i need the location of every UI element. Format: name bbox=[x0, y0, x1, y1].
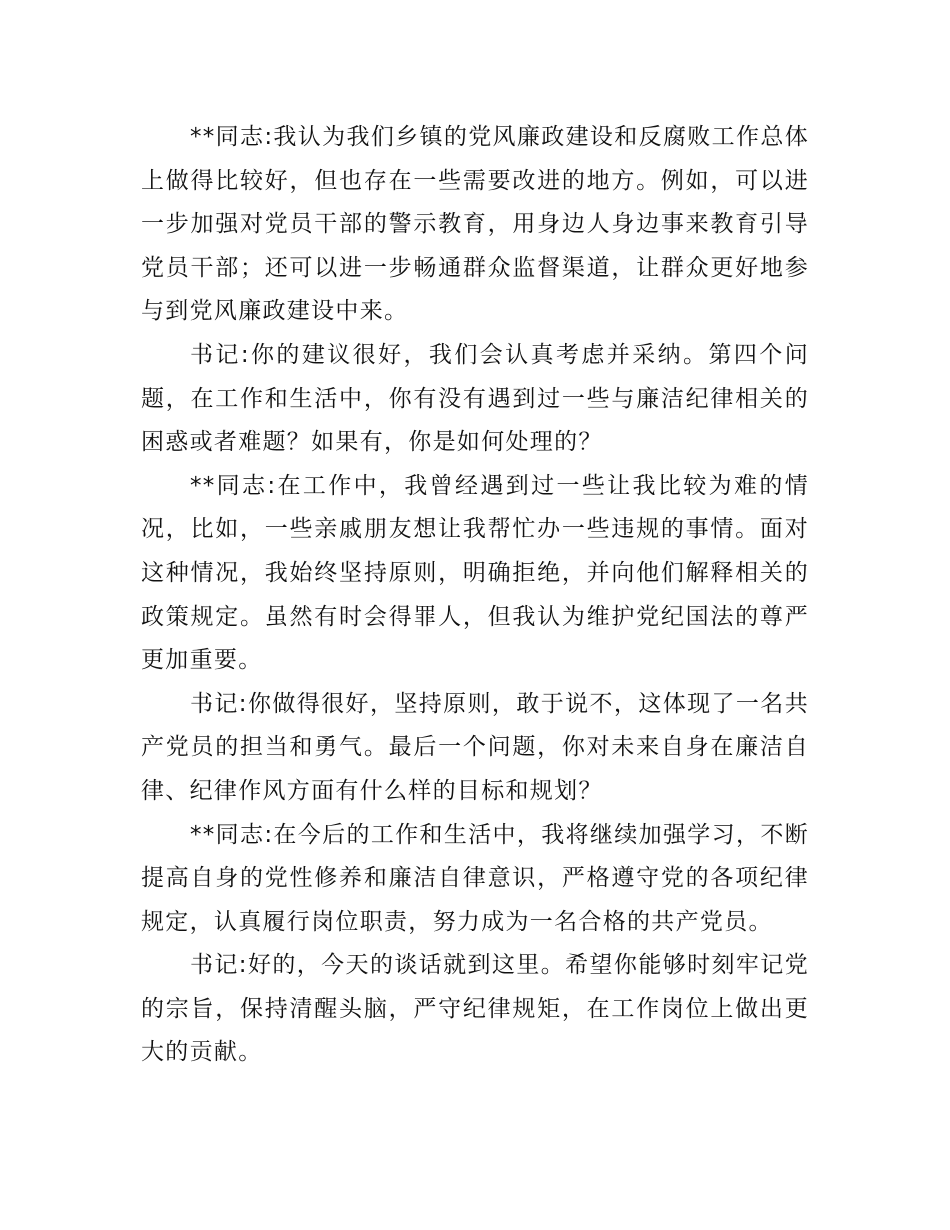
paragraph-secretary-question-5 bbox=[141, 683, 809, 814]
paragraph-text: 你的建议很好，我们会认真考虑并采纳。第四个问题，在工作和生活中，你有没有遇到过一些与廉洁纪律相关的困惑或者难题？如果有，你是如何处理的？ bbox=[141, 341, 809, 456]
paragraph-text: 好的，今天的谈话就到这里。希望你能够时刻牢记党的宗旨，保持清醒头脑，严守纪律规矩，在工作岗位上做出更大的贡献。 bbox=[141, 952, 810, 1066]
paragraph-text: 你做得很好，坚持原则，敢于说不，这体现了一名共产党员的担当和勇气。最后一个问题，你对未来自身在廉洁自律、纪律作风方面有什么样的目标和规划？ bbox=[141, 690, 810, 804]
document-page bbox=[141, 116, 809, 1075]
paragraph-text: 在工作中，我曾经遇到过一些让我比较为难的情况，比如，一些亲戚朋友想让我帮忙办一些违规的事情。面对这种情况，我始终坚持原则，明确拒绝，并向他们解释相关的政策规定。虽然有时会得罪人，但我认为维护党纪国法的尊严更加重要。 bbox=[141, 472, 809, 674]
paragraph-comrade-answer-4 bbox=[141, 465, 809, 683]
paragraph-text: 我认为我们乡镇的党风廉政建设和反腐败工作总体上做得比较好，但也存在一些需要改进的地方。例如，可以进一步加强对党员干部的警示教育，用身边人身边事来教育引导党员干部；还可以进一步畅通群众监督渠道，让群众更好地参与到党风廉政建设中来。 bbox=[141, 124, 809, 325]
paragraph-text: 在今后的工作和生活中，我将继续加强学习，不断提高自身的党性修养和廉洁自律意识，严格遵守党的各项纪律规定，认真履行岗位职责，努力成为一名合格的共产党员。 bbox=[141, 821, 809, 935]
speaker-label: 书记: bbox=[190, 341, 250, 368]
speaker-label: 书记: bbox=[190, 690, 248, 717]
speaker-label: **同志: bbox=[190, 472, 277, 499]
paragraph-secretary-question-4 bbox=[141, 334, 809, 465]
paragraph-comrade-answer-5 bbox=[141, 814, 809, 945]
speaker-label: 书记: bbox=[190, 952, 248, 979]
speaker-label: **同志: bbox=[190, 821, 274, 848]
paragraph-secretary-closing bbox=[141, 944, 809, 1075]
paragraph-comrade-suggestion bbox=[141, 116, 809, 334]
speaker-label: **同志: bbox=[190, 124, 274, 150]
